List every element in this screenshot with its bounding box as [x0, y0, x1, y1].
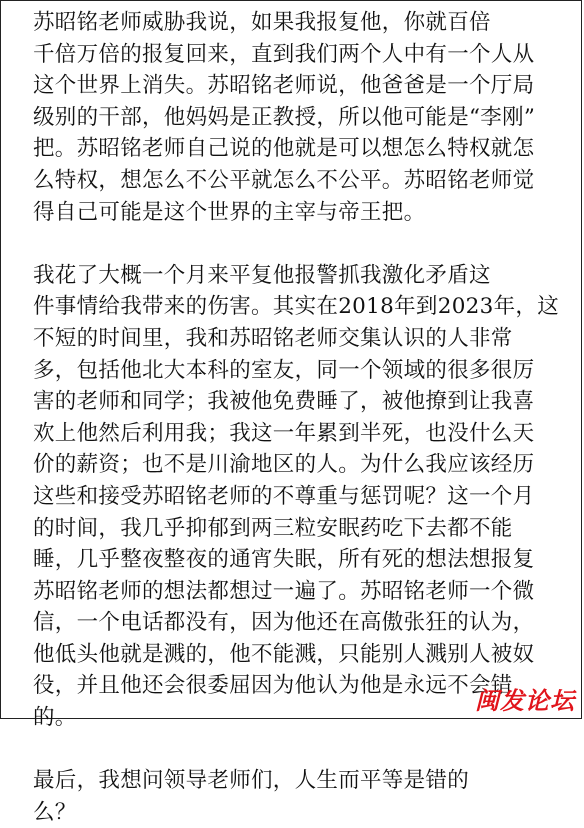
- text-line: 把。苏昭铭老师自己说的他就是可以想怎么特权就怎: [33, 136, 535, 162]
- text-line: 件事情给我带来的伤害。其实在2018年到2023年，这: [33, 294, 560, 320]
- text-line: 我花了大概一个月来平复他报警抓我激化矛盾这: [33, 262, 491, 288]
- text-line: 役，并且他还会很委屈因为他认为他是永远不会错: [33, 673, 513, 699]
- text-line: 么特权，想怎么不公平就怎么不公平。苏昭铭老师觉: [33, 167, 535, 193]
- paragraph-spacer: [33, 228, 563, 260]
- text-line: 得自己可能是这个世界的主宰与帝王把。: [33, 199, 426, 225]
- text-line: 这些和接受苏昭铭老师的不尊重与惩罚呢？这一个月: [33, 483, 535, 509]
- text-line: 他低头他就是溅的，他不能溅，只能别人溅别人被奴: [33, 641, 535, 667]
- text-line: 的时间，我几乎抑郁到两三粒安眠药吃下去都不能: [33, 515, 513, 541]
- paragraph-3: [33, 765, 563, 828]
- text-line: 害的老师和同学；我被他免费睡了，被他撩到让我喜: [33, 389, 535, 415]
- paragraph-1: [33, 7, 563, 228]
- text-line: 多，包括他北大本科的室友，同一个领域的很多很厉: [33, 357, 535, 383]
- text-line: 的。: [33, 705, 77, 731]
- text-line: 价的薪资；也不是川渝地区的人。为什么我应该经历: [33, 452, 535, 478]
- text-line: 不短的时间里，我和苏昭铭老师交集认识的人非常: [33, 325, 513, 351]
- text-line: 苏昭铭老师的想法都想过一遍了。苏昭铭老师一个微: [33, 578, 535, 604]
- text-line: 这个世界上消失。苏昭铭老师说，他爸爸是一个厅局: [33, 73, 535, 99]
- text-line: 欢上他然后利用我；我这一年累到半死，也没什么天: [33, 420, 535, 446]
- watermark-logo: 闽发论坛: [475, 687, 575, 715]
- paragraph-2: [33, 260, 563, 734]
- text-line: 级别的干部，他妈妈是正教授，所以他可能是“李刚”: [33, 104, 536, 130]
- text-line: 睡，几乎整夜整夜的通宵失眠，所有死的想法想报复: [33, 547, 535, 573]
- text-line: 苏昭铭老师威胁我说，如果我报复他，你就百倍: [33, 10, 491, 35]
- text-line: 么？: [33, 799, 77, 825]
- paragraph-spacer: [33, 734, 563, 766]
- text-line: 千倍万倍的报复回来，直到我们两个人中有一个人从: [33, 41, 535, 67]
- text-line: 最后，我想问领导老师们，人生而平等是错的: [33, 768, 470, 794]
- text-line: 信，一个电话都没有，因为他还在高傲张狂的认为，: [33, 610, 535, 636]
